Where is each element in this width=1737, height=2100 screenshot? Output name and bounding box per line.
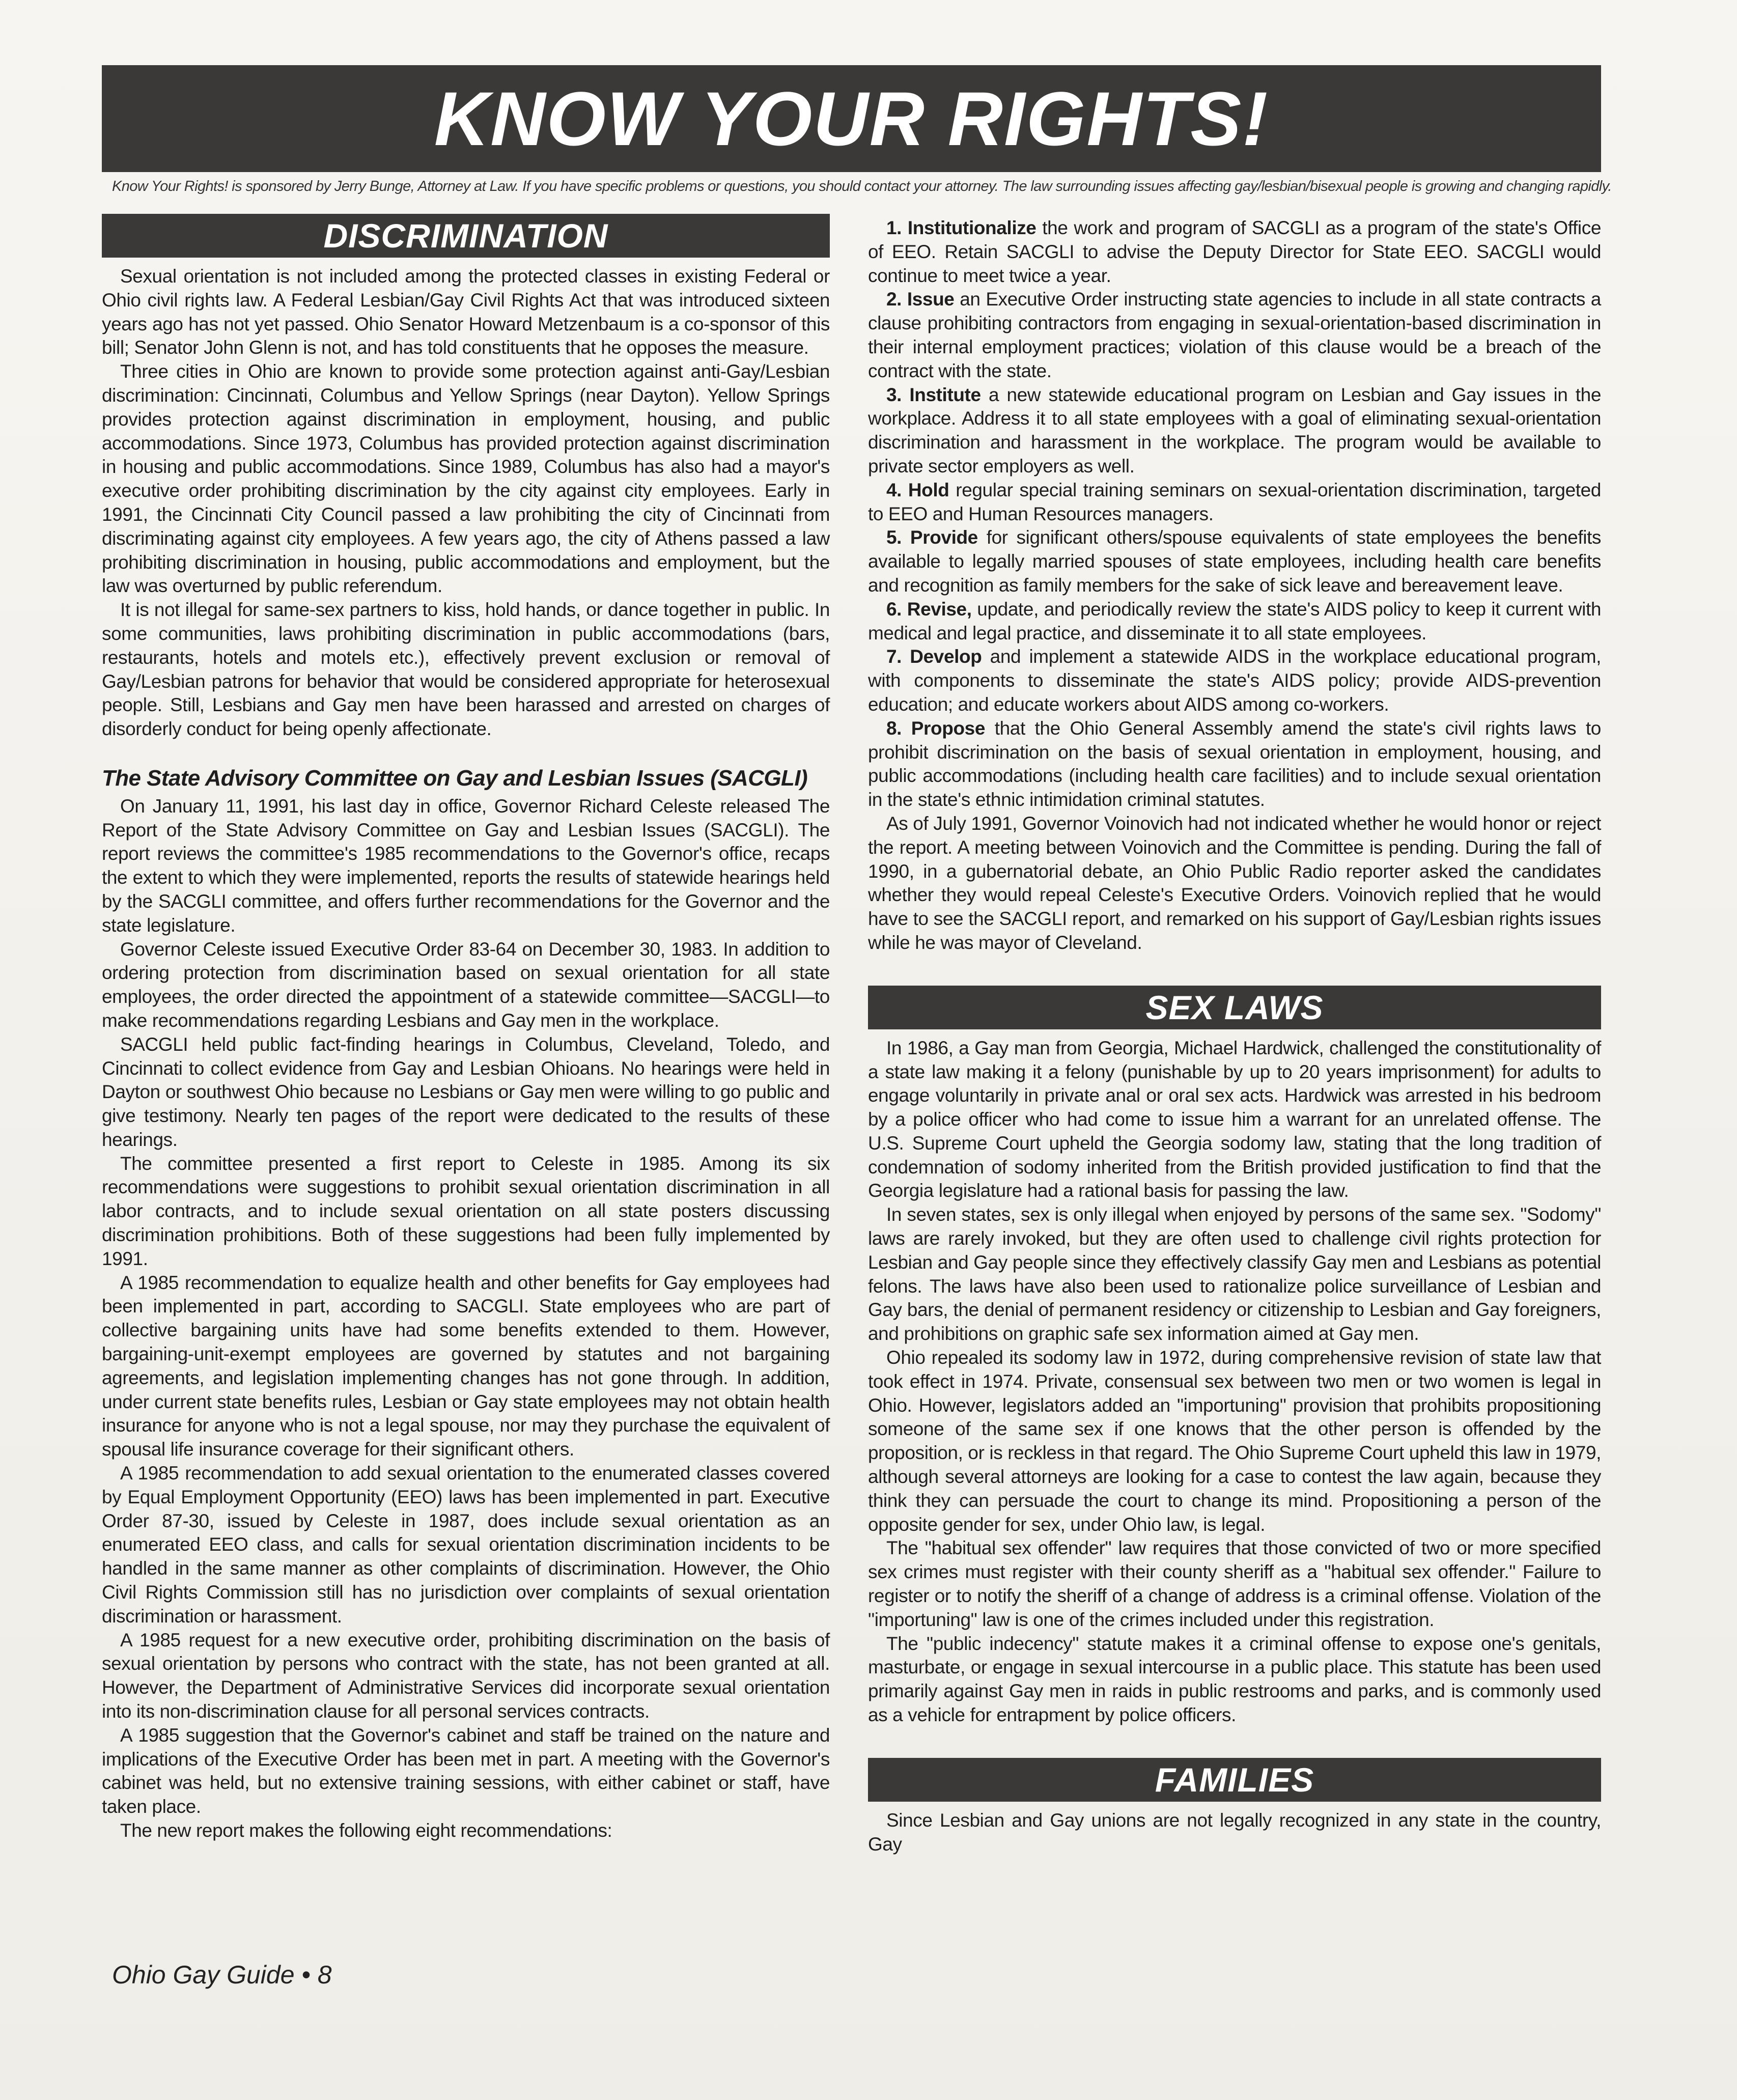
recommendation-lead: 1. Institutionalize bbox=[886, 217, 1036, 238]
recommendation-item bbox=[868, 288, 1601, 383]
masthead-banner bbox=[102, 65, 1601, 172]
recommendation-item bbox=[868, 216, 1601, 288]
recommendation-item bbox=[868, 717, 1601, 812]
section-gap bbox=[868, 955, 1601, 986]
right-column bbox=[868, 216, 1601, 1856]
recommendation-text: update, and periodically review the state's AIDS policy to keep it current with medical and legal practice, and disseminate it to all state employees. bbox=[868, 598, 1601, 643]
discrimination-paragraph: Sexual orientation is not included among the protected classes in existing Federal or Ohio civil rights law. A Federal Lesbian/Gay Civil Rights Act that was introduced sixteen years ago has not yet passed. Ohio Senator Howard Metzenbaum is a co-sponsor of this bill; Senator John Glenn is not, and has told constituents that he opposes the measure. bbox=[102, 266, 830, 358]
recommendation-text: an Executive Order instructing state agencies to include in all state contracts a clause prohibiting contractors from engaging in sexual-orientation-based discrimination in their internal employment practices; violation of this clause would be a breach of the contract with the state. bbox=[868, 289, 1601, 381]
recommendation-lead: 7. Develop bbox=[886, 646, 982, 667]
sex-laws-paragraph: Ohio repealed its sodomy law in 1972, during comprehensive revision of state law that took effect in 1974. Private, consensual sex between two men or two women is legal in Ohio. However, legislators added an "importuning" provision that prohibits propositioning someone of the same sex if one knows that the other person is offended by the proposition, or is reckless in that regard. The Ohio Supreme Court upheld this law in 1979, although several attorneys are looking for a case to contest the law again, because they think they can persuade the court to change its mind. Propositioning a person of the opposite gender for sex, under Ohio law, is legal. bbox=[868, 1347, 1601, 1535]
sacgli-paragraph: SACGLI held public fact-finding hearings in Columbus, Cleveland, Toledo, and Cincinnati to collect evidence from Gay and Lesbian Ohioans. No hearings were held in Dayton or southwest Ohio because no Lesbians or Gay men were willing to go public and give testimony. Nearly ten pages of the report were dedicated to the results of these hearings. bbox=[102, 1033, 830, 1150]
recommendation-lead: 4. Hold bbox=[886, 479, 949, 500]
recommendation-item bbox=[868, 479, 1601, 526]
recommendation-lead: 6. Revise, bbox=[886, 598, 972, 620]
sacgli-paragraph: A 1985 recommendation to equalize health and other benefits for Gay employees had been implemented in part, according to SACGLI. State employees who are part of collective bargaining units have had some benefits extended to them. However, bargaining-unit-exempt employees are governed by statutes and not bargaining agreements, and legislation implementing changes has not gone through. In addition, under current state benefits rules, Lesbian or Gay state employees may not obtain health insurance for anyone who is not a legal spouse, nor may they purchase the equivalent of spousal life insurance coverage for their significant others. bbox=[102, 1272, 830, 1460]
recommendation-text: the work and program of SACGLI as a program of the state's Office of EEO. Retain SACGLI to advise the Deputy Director for State EEO. SACGLI would continue to meet twice a year. bbox=[868, 217, 1601, 286]
page-footer: Ohio Gay Guide • 8 bbox=[112, 1961, 332, 1989]
recommendation-text: that the Ohio General Assembly amend the state's civil rights laws to prohibit discrimination on the basis of sexual orientation in employment, housing, and public accommodations (including health care facilities) and to include sexual orientation in the state's ethnic intimidation criminal statutes. bbox=[868, 717, 1601, 810]
recommendation-item bbox=[868, 526, 1601, 597]
families-paragraph: Since Lesbian and Gay unions are not legally recognized in any state in the country, Gay bbox=[868, 1809, 1601, 1855]
page-title: KNOW YOUR RIGHTS! bbox=[434, 75, 1269, 161]
sacgli-paragraph: A 1985 recommendation to add sexual orientation to the enumerated classes covered by Equal Employment Opportunity (EEO) laws has been implemented in part. Executive Order 87-30, issued by Celeste in 1987, does include sexual orientation as an enumerated EEO class, and calls for sexual orientation discrimination incidents to be handled in the same manner as other complaints of discrimination. However, the Ohio Civil Rights Commission still has no jurisdiction over complaints of sexual orientation discrimination or harassment. bbox=[102, 1463, 830, 1627]
recommendation-text: and implement a statewide AIDS in the workplace educational program, with components to disseminate the state's AIDS policy; provide AIDS-prevention education; and educate workers about AIDS among co-workers. bbox=[868, 646, 1601, 715]
sacgli-paragraph: A 1985 request for a new executive order, prohibiting discrimination on the basis of sexual orientation by persons who contract with the state, has not been granted at all. However, the Department of Administrative Services did incorporate sexual orientation into its non-discrimination clause for all personal services contracts. bbox=[102, 1629, 830, 1722]
sex-laws-paragraph: In seven states, sex is only illegal when enjoyed by persons of the same sex. "Sodomy" laws are rarely invoked, but they are often used to challenge civil rights protection for Lesbian and Gay people since they effectively classify Gay men and Lesbians as potential felons. The laws have also been used to rationalize police surveillance of Lesbian and Gay bars, the denial of permanent residency or citizenship to Lesbian and Gay foreigners, and prohibitions on graphic safe sex information aimed at Gay men. bbox=[868, 1204, 1601, 1345]
recommendation-text: a new statewide educational program on Lesbian and Gay issues in the workplace. Address it to all state employees with a goal of eliminating sexual-orientation discrimination and harassment in the workplace. The program would be available to private sector employers as well. bbox=[868, 384, 1602, 477]
sacgli-paragraph: Governor Celeste issued Executive Order 83-64 on December 30, 1983. In addition to ordering protection from discrimination based on sexual orientation for all state employees, the order directed the appointment of a statewide committee—SACGLI—to make recommendations regarding Lesbians and Gay men in the workplace. bbox=[102, 938, 830, 1031]
sacgli-paragraph: The committee presented a first report to Celeste in 1985. Among its six recommendations were suggestions to prohibit sexual orientation discrimination in all labor contracts, and to include sexual orientation on all state posters discussing discrimination prohibitions. Both of these suggestions had been fully implemented by 1991. bbox=[102, 1153, 830, 1269]
recommendation-item bbox=[868, 645, 1601, 716]
sacgli-paragraph: A 1985 suggestion that the Governor's cabinet and staff be trained on the nature and implications of the Executive Order has been met in part. A meeting with the Governor's cabinet was held, but no extensive training sessions, with either cabinet or staff, have taken place. bbox=[102, 1724, 830, 1817]
sex-laws-heading: SEX LAWS bbox=[868, 986, 1601, 1029]
recommendation-text: for significant others/spouse equivalents of state employees the benefits available to legally married spouses of state employees, including health care benefits and recognition as family members for the sake of sick leave and bereavement leave. bbox=[868, 527, 1601, 596]
recommendation-item bbox=[868, 598, 1601, 646]
sponsor-note: Know Your Rights! is sponsored by Jerry Bunge, Attorney at Law. If you have specific problems or questions, you should contact your attorney. The law surrounding issues affecting gay/lesbian/bisexual people is growing and changing rapidly. bbox=[112, 178, 1612, 194]
sex-laws-paragraph: The "public indecency" statute makes it a criminal offense to expose one's genitals, masturbate, or engage in sexual intercourse in a public place. This statute has been used primarily against Gay men in raids in public restrooms and parks, and is commonly used as a vehicle for entrapment by police officers. bbox=[868, 1633, 1601, 1726]
families-heading: FAMILIES bbox=[868, 1758, 1601, 1802]
recommendation-lead: 3. Institute bbox=[886, 384, 981, 405]
section-gap bbox=[868, 1727, 1601, 1758]
recommendation-item bbox=[868, 383, 1601, 479]
sex-laws-paragraph: In 1986, a Gay man from Georgia, Michael Hardwick, challenged the constitutionality of a state law making it a felony (punishable by up to 20 years imprisonment) for adults to engage voluntarily in private anal or oral sex acts. Hardwick was arrested in his bedroom by a police officer who had come to issue him a warrant for an unrelated offense. The U.S. Supreme Court upheld the Georgia sodomy law, stating that the long tradition of condemnation of sodomy inherited from the British provided justification to find that the Georgia legislature had a rational basis for passing the law. bbox=[868, 1037, 1601, 1201]
sacgli-heading: The State Advisory Committee on Gay and Lesbian Issues (SACGLI) bbox=[102, 765, 807, 791]
recommendation-lead: 8. Propose bbox=[886, 717, 986, 739]
discrimination-paragraph: It is not illegal for same-sex partners to kiss, hold hands, or dance together in public. In some communities, laws prohibiting discrimination in public accommodations (bars, restaurants, hotels and motels etc.), effectively prevent exclusion or removal of Gay/Lesbian patrons for behavior that would be considered appropriate for heterosexual people. Still, Lesbians and Gay men have been harassed and arrested on charges of disorderly conduct for being openly affectionate. bbox=[102, 599, 830, 740]
sacgli-paragraph: On January 11, 1991, his last day in office, Governor Richard Celeste released The Report of the State Advisory Committee on Gay and Lesbian Issues (SACGLI). The report reviews the committee's 1985 recommendations to the Governor's office, recaps the extent to which they were implemented, reports the results of statewide hearings held by the SACGLI committee, and offers further recommendations for the Governor and the state legislature. bbox=[102, 795, 830, 936]
recommendation-lead: 5. Provide bbox=[886, 527, 978, 548]
voinovich-paragraph: As of July 1991, Governor Voinovich had not indicated whether he would honor or reject the report. A meeting between Voinovich and the Committee is pending. During the fall of 1990, in a gubernatorial debate, an Ohio Public Radio reporter asked the candidates whether they would repeal Celeste's Executive Orders. Voinovich replied that he would have to see the SACGLI report, and remarked on his support of Gay/Lesbian rights issues while he was mayor of Cleveland. bbox=[868, 813, 1601, 953]
recommendation-lead: 2. Issue bbox=[886, 289, 955, 310]
discrimination-heading: DISCRIMINATION bbox=[102, 214, 830, 258]
discrimination-paragraph: Three cities in Ohio are known to provide some protection against anti-Gay/Lesbian discrimination: Cincinnati, Columbus and Yellow Springs (near Dayton). Yellow Springs provides protection against discrimination in employment, housing, and public accommodations. Since 1973, Columbus has provided protection against discrimination in housing and public accommodations. Since 1989, Columbus has also had a mayor's executive order prohibiting discrimination by the city against city employees. Early in 1991, the Cincinnati City Council passed a law prohibiting the city of Cincinnati from discriminating against city employees. A few years ago, the city of Athens passed a law prohibiting discrimination in housing, public accommodations and employment, but the law was overturned by public referendum. bbox=[102, 361, 830, 597]
sacgli-paragraph: The new report makes the following eight recommendations: bbox=[120, 1820, 612, 1841]
left-column bbox=[102, 214, 830, 1843]
recommendation-text: regular special training seminars on sexual-orientation discrimination, targeted to EEO and Human Resources managers. bbox=[868, 479, 1601, 524]
sex-laws-paragraph: The "habitual sex offender" law requires that those convicted of two or more specified sex crimes must register with their county sheriff as a "habitual sex offender." Failure to register or to notify the sheriff of a change of address is a criminal offense. Violation of the "importuning" law is one of the crimes included under this registration. bbox=[868, 1537, 1601, 1630]
